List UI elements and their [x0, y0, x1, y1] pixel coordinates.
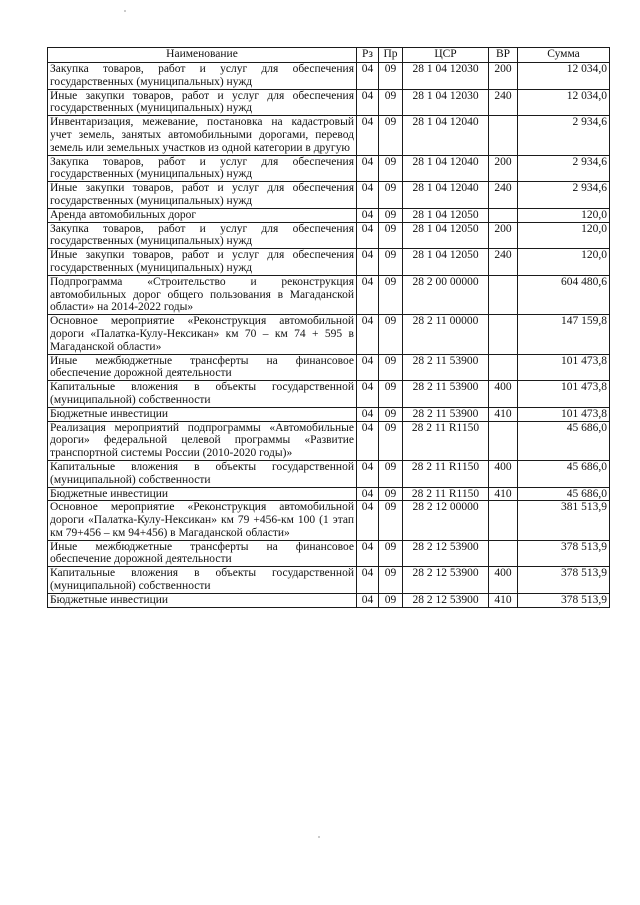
cell-sum: 120,0: [518, 208, 610, 222]
table-row: [48, 63, 610, 90]
cell-csr: 28 1 04 12050: [403, 208, 489, 222]
cell-sum: 101 473,8: [518, 407, 610, 421]
cell-sum: 45 686,0: [518, 421, 610, 460]
cell-csr: 28 2 11 53900: [403, 354, 489, 381]
cell-rz: 04: [357, 354, 379, 381]
cell-rz: 04: [357, 567, 379, 594]
table-row: [48, 249, 610, 276]
cell-vr: [489, 116, 518, 155]
cell-name: Капитальные вложения в объекты государственной (муниципальной) собственности: [48, 567, 357, 594]
cell-pr: 09: [379, 487, 403, 501]
cell-name: Иные закупки товаров, работ и услуг для обеспечения государственных (муниципальных) нужд: [48, 89, 357, 116]
cell-rz: 04: [357, 540, 379, 567]
cell-pr: 09: [379, 315, 403, 354]
cell-name: Иные закупки товаров, работ и услуг для обеспечения государственных (муниципальных) нужд: [48, 249, 357, 276]
cell-pr: 09: [379, 593, 403, 607]
table-row: [48, 567, 610, 594]
cell-csr: 28 2 11 R1150: [403, 460, 489, 487]
cell-vr: 200: [489, 63, 518, 90]
cell-vr: 410: [489, 487, 518, 501]
cell-name: Бюджетные инвестиции: [48, 407, 357, 421]
cell-csr: 28 2 12 53900: [403, 567, 489, 594]
cell-sum: 2 934,6: [518, 116, 610, 155]
cell-csr: 28 1 04 12050: [403, 249, 489, 276]
cell-vr: [489, 354, 518, 381]
cell-pr: 09: [379, 421, 403, 460]
cell-pr: 09: [379, 182, 403, 209]
cell-name: Бюджетные инвестиции: [48, 593, 357, 607]
cell-rz: 04: [357, 315, 379, 354]
cell-csr: 28 1 04 12040: [403, 155, 489, 182]
cell-pr: 09: [379, 116, 403, 155]
cell-vr: 400: [489, 460, 518, 487]
cell-rz: 04: [357, 421, 379, 460]
cell-name: Иные закупки товаров, работ и услуг для обеспечения государственных (муниципальных) нужд: [48, 182, 357, 209]
cell-rz: 04: [357, 182, 379, 209]
cell-pr: 09: [379, 155, 403, 182]
cell-pr: 09: [379, 460, 403, 487]
cell-sum: 45 686,0: [518, 460, 610, 487]
cell-csr: 28 2 00 00000: [403, 275, 489, 314]
table-row: [48, 460, 610, 487]
cell-vr: 200: [489, 155, 518, 182]
cell-vr: [489, 275, 518, 314]
cell-sum: 2 934,6: [518, 155, 610, 182]
cell-sum: 378 513,9: [518, 567, 610, 594]
cell-csr: 28 1 04 12030: [403, 63, 489, 90]
cell-name: Закупка товаров, работ и услуг для обеспечения государственных (муниципальных) нужд: [48, 63, 357, 90]
cell-name: Реализация мероприятий подпрограммы «Автомобильные дороги» федеральной целевой программы «Развитие транспортной системы России (2010-2020 годы)»: [48, 421, 357, 460]
table-row: [48, 89, 610, 116]
header-name: Наименование: [48, 48, 357, 63]
cell-sum: 604 480,6: [518, 275, 610, 314]
header-csr: ЦСР: [403, 48, 489, 63]
cell-rz: 04: [357, 208, 379, 222]
cell-pr: 09: [379, 89, 403, 116]
cell-sum: 12 034,0: [518, 89, 610, 116]
cell-pr: 09: [379, 275, 403, 314]
cell-vr: 200: [489, 222, 518, 249]
table-row: [48, 155, 610, 182]
cell-rz: 04: [357, 501, 379, 540]
cell-vr: 400: [489, 381, 518, 408]
cell-vr: 400: [489, 567, 518, 594]
table-row: [48, 501, 610, 540]
cell-csr: 28 2 12 00000: [403, 501, 489, 540]
cell-vr: [489, 208, 518, 222]
table-body: [48, 63, 610, 608]
cell-pr: 09: [379, 567, 403, 594]
cell-sum: 2 934,6: [518, 182, 610, 209]
table-row: [48, 540, 610, 567]
cell-csr: 28 2 12 53900: [403, 540, 489, 567]
cell-rz: 04: [357, 222, 379, 249]
cell-vr: [489, 540, 518, 567]
budget-table: [47, 47, 610, 608]
cell-name: Бюджетные инвестиции: [48, 487, 357, 501]
cell-rz: 04: [357, 407, 379, 421]
cell-rz: 04: [357, 116, 379, 155]
cell-csr: 28 2 12 53900: [403, 593, 489, 607]
cell-name: Капитальные вложения в объекты государственной (муниципальной) собственности: [48, 460, 357, 487]
cell-name: Капитальные вложения в объекты государственной (муниципальной) собственности: [48, 381, 357, 408]
cell-name: Аренда автомобильных дорог: [48, 208, 357, 222]
cell-pr: 09: [379, 63, 403, 90]
cell-name: Основное мероприятие «Реконструкция автомобильной дороги «Палатка-Кулу-Нексикан» км 70 – км 74 + 595 в Магаданской области»: [48, 315, 357, 354]
table-row: [48, 116, 610, 155]
cell-csr: 28 1 04 12040: [403, 116, 489, 155]
cell-vr: 410: [489, 407, 518, 421]
header-sum: Сумма: [518, 48, 610, 63]
cell-rz: 04: [357, 63, 379, 90]
cell-sum: 120,0: [518, 249, 610, 276]
cell-pr: 09: [379, 249, 403, 276]
header-pr: Пр: [379, 48, 403, 63]
cell-csr: 28 1 04 12030: [403, 89, 489, 116]
header-rz: Рз: [357, 48, 379, 63]
cell-sum: 147 159,8: [518, 315, 610, 354]
cell-rz: 04: [357, 460, 379, 487]
table-row: [48, 315, 610, 354]
table-row: [48, 593, 610, 607]
cell-csr: 28 1 04 12040: [403, 182, 489, 209]
cell-vr: 240: [489, 182, 518, 209]
cell-csr: 28 2 11 53900: [403, 407, 489, 421]
cell-pr: 09: [379, 208, 403, 222]
cell-pr: 09: [379, 501, 403, 540]
cell-csr: 28 2 11 R1150: [403, 421, 489, 460]
cell-rz: 04: [357, 155, 379, 182]
cell-sum: 101 473,8: [518, 354, 610, 381]
cell-sum: 378 513,9: [518, 593, 610, 607]
cell-name: Закупка товаров, работ и услуг для обеспечения государственных (муниципальных) нужд: [48, 155, 357, 182]
cell-rz: 04: [357, 275, 379, 314]
table-row: [48, 407, 610, 421]
cell-vr: 410: [489, 593, 518, 607]
cell-sum: 378 513,9: [518, 540, 610, 567]
cell-csr: 28 2 11 R1150: [403, 487, 489, 501]
cell-name: Инвентаризация, межевание, постановка на кадастровый учет земель, занятых автомобильными дорогами, перевод земель или земельных участков из одной категории в другую: [48, 116, 357, 155]
table-row: [48, 208, 610, 222]
cell-pr: 09: [379, 222, 403, 249]
cell-sum: 381 513,9: [518, 501, 610, 540]
cell-vr: [489, 501, 518, 540]
cell-rz: 04: [357, 487, 379, 501]
cell-rz: 04: [357, 89, 379, 116]
cell-name: Закупка товаров, работ и услуг для обеспечения государственных (муниципальных) нужд: [48, 222, 357, 249]
table-header-row: [48, 48, 610, 63]
cell-sum: 101 473,8: [518, 381, 610, 408]
table-row: [48, 421, 610, 460]
cell-vr: [489, 421, 518, 460]
cell-name: Основное мероприятие «Реконструкция автомобильной дороги «Палатка-Кулу-Нексикан» км 79 +456-км 100 (1 этап км 79+456 – км 94+456) в Магаданской области»: [48, 501, 357, 540]
scan-speck: [124, 10, 126, 12]
cell-name: Иные межбюджетные трансферты на финансовое обеспечение дорожной деятельности: [48, 354, 357, 381]
table-row: [48, 275, 610, 314]
cell-rz: 04: [357, 381, 379, 408]
cell-csr: 28 1 04 12050: [403, 222, 489, 249]
table-row: [48, 381, 610, 408]
table-row: [48, 354, 610, 381]
cell-vr: 240: [489, 249, 518, 276]
table-row: [48, 487, 610, 501]
table-row: [48, 182, 610, 209]
cell-pr: 09: [379, 381, 403, 408]
cell-csr: 28 2 11 00000: [403, 315, 489, 354]
cell-sum: 45 686,0: [518, 487, 610, 501]
scan-speck: [318, 836, 320, 838]
cell-pr: 09: [379, 540, 403, 567]
cell-vr: 240: [489, 89, 518, 116]
cell-name: Подпрограмма «Строительство и реконструкция автомобильных дорог общего пользования в Магаданской области» на 2014-2022 годы»: [48, 275, 357, 314]
cell-pr: 09: [379, 354, 403, 381]
cell-vr: [489, 315, 518, 354]
cell-csr: 28 2 11 53900: [403, 381, 489, 408]
cell-pr: 09: [379, 407, 403, 421]
header-vr: ВР: [489, 48, 518, 63]
cell-sum: 12 034,0: [518, 63, 610, 90]
cell-name: Иные межбюджетные трансферты на финансовое обеспечение дорожной деятельности: [48, 540, 357, 567]
cell-rz: 04: [357, 249, 379, 276]
table-row: [48, 222, 610, 249]
cell-sum: 120,0: [518, 222, 610, 249]
cell-rz: 04: [357, 593, 379, 607]
